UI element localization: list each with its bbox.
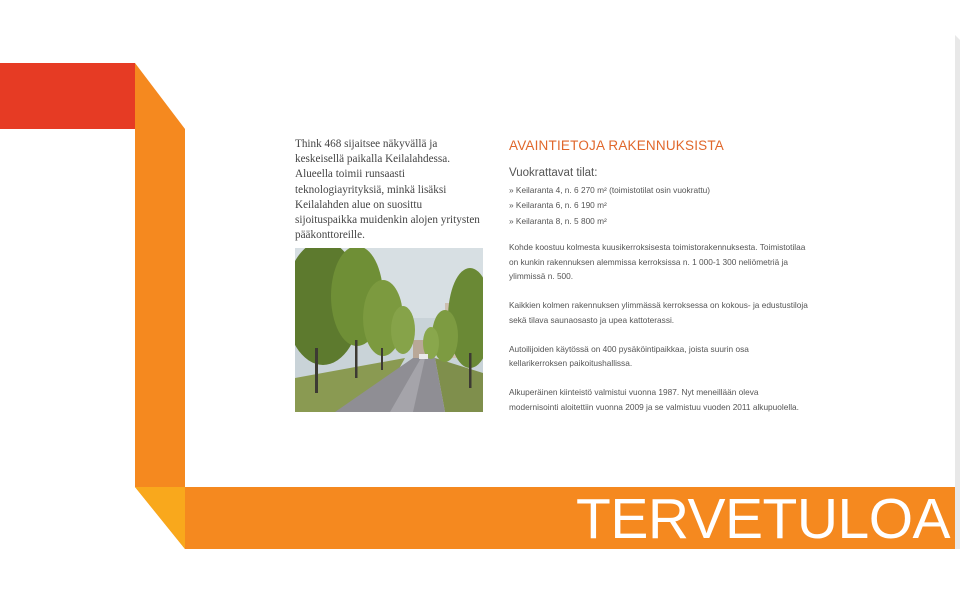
facts-paragraph: Autoilijoiden käytössä on 400 pysäköintipaikkaa, joista suurin osa kellarikerroksen paikoitushallissa. — [509, 343, 749, 368]
welcome-title: TERVETULOA — [576, 487, 951, 551]
rentable-spaces-heading: Vuokrattavat tilat: — [509, 167, 598, 179]
facts-heading: AVAINTIETOJA RAKENNUKSISTA — [509, 138, 724, 153]
intro-paragraph: Think 468 sijaitsee näkyvällä ja keskeisellä paikalla Keilalahdessa. Alueella toimii runsaasti teknologiayrityksiä, minkä lisäksi Keilalahden alue on suosittu sijoituspaikka muidenkin alojen yritysten pääkonttoreille. — [295, 138, 480, 242]
rentable-spaces-list — [509, 183, 710, 229]
facts-body — [509, 240, 809, 429]
red-band — [0, 63, 135, 129]
orange-fold-top — [135, 63, 185, 129]
facts-paragraph: Kohde koostuu kolmesta kuusikerroksisesta toimistorakennuksesta. Toimistotilaa on kunkin rakennuksen alemmissa kerroksissa n. 1 000-1 300 neliömetriä ja ylimmissä n. 500. — [509, 242, 806, 281]
list-item: » Keilaranta 8, n. 5 800 m² — [509, 215, 607, 226]
list-item: » Keilaranta 4, n. 6 270 m² (toimistotilat osin vuokrattu) — [509, 185, 711, 195]
orange-vertical-band — [135, 129, 185, 549]
facts-paragraph: Kaikkien kolmen rakennuksen ylimmässä kerroksessa on kokous- ja edustustiloja sekä tilava saunaosasto ja upea kattoterassi. — [509, 300, 808, 325]
street-photo — [295, 248, 483, 412]
list-item: » Keilaranta 6, n. 6 190 m² — [509, 200, 607, 211]
intro-text-block — [295, 137, 487, 243]
facts-paragraph: Alkuperäinen kiinteistö valmistui vuonna 1987. Nyt meneillään oleva modernisointi aloitettiin vuonna 2009 ja se valmistuu vuoden 2011 alkupuolella. — [509, 387, 799, 412]
orange-fold-bottom — [135, 487, 185, 549]
grey-fold-edge — [955, 35, 960, 549]
